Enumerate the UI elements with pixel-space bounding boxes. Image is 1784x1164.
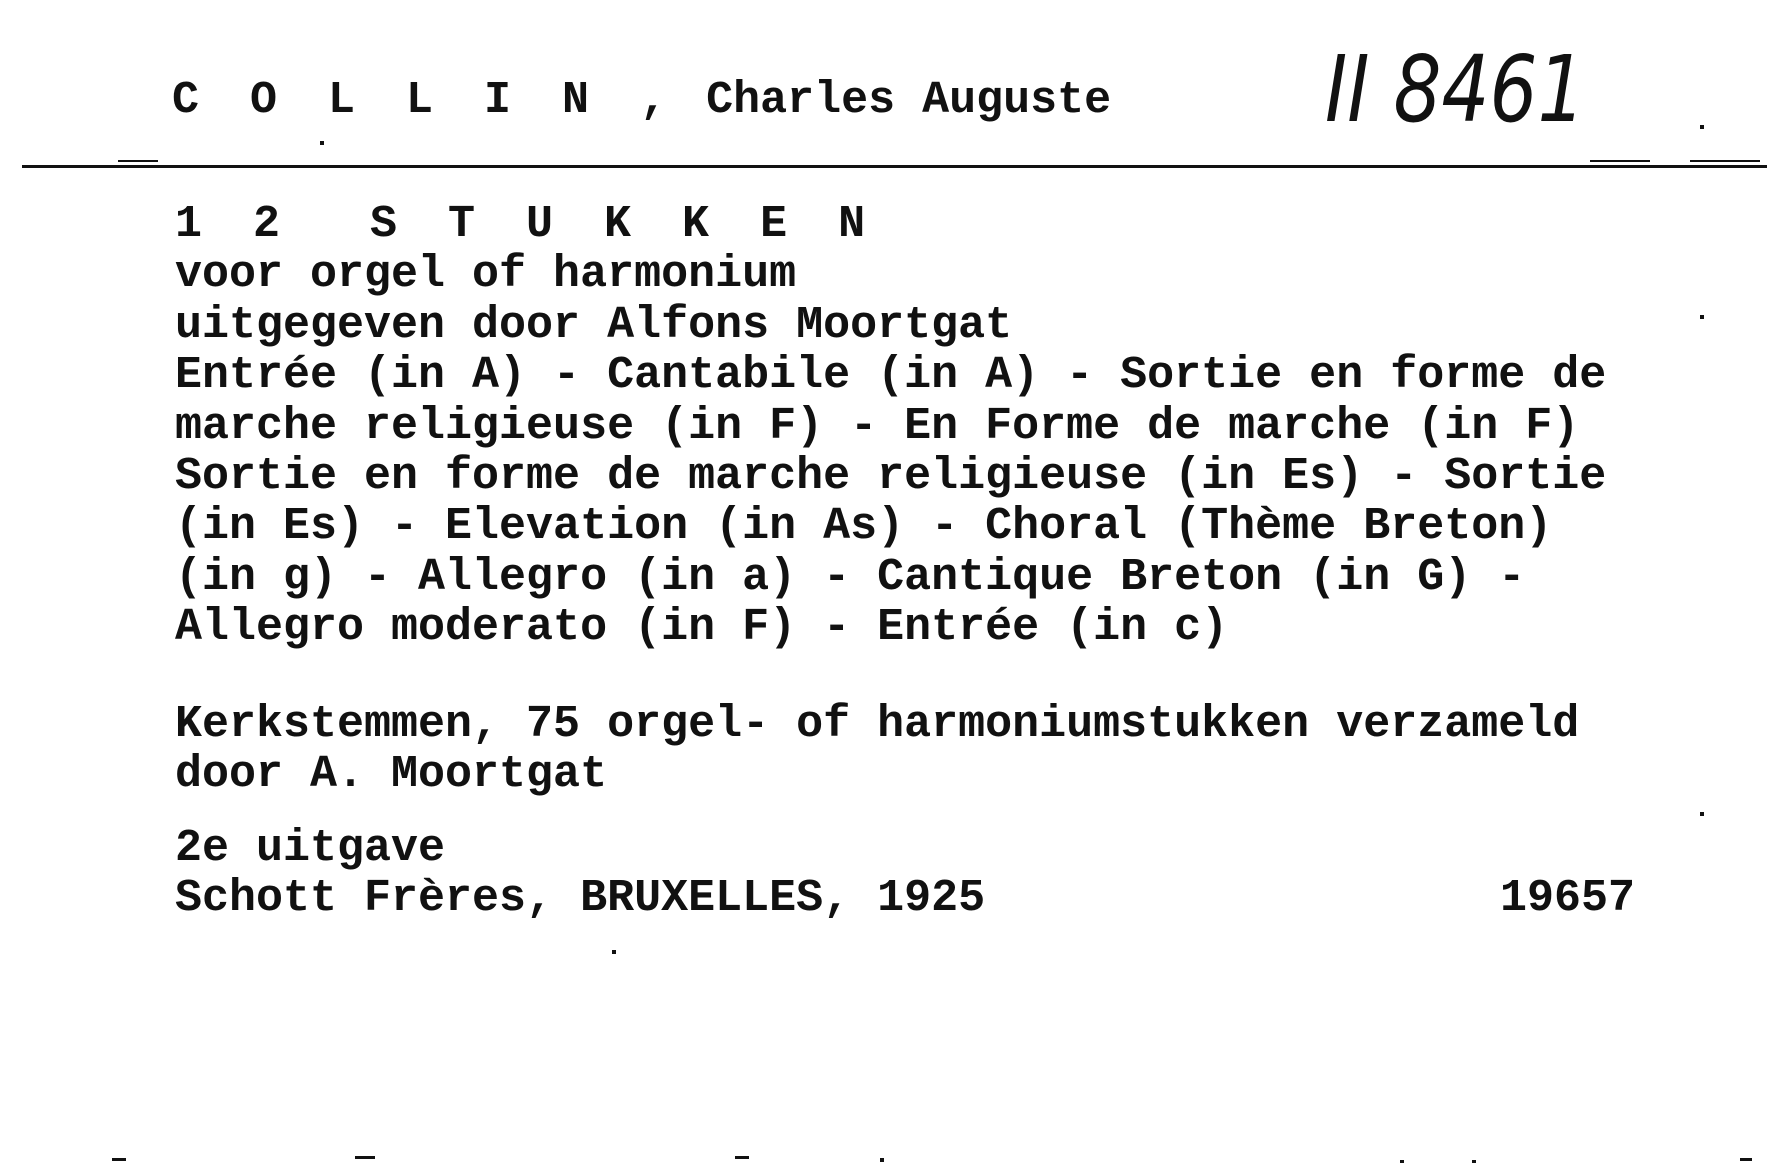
header-rule [22,165,1767,168]
series-line: door A. Moortgat [175,749,608,801]
scan-speck [1700,125,1704,129]
scan-speck [1400,1160,1404,1163]
description-line: Sortie en forme de marche religieuse (in Es) - Sortie [175,451,1607,503]
description-line: (in g) - Allegro (in a) - Cantique Breton (in G) - [175,551,1526,603]
imprint-statement: Schott Frères, BRUXELLES, 1925 [175,873,986,925]
series-line: Kerkstemmen, 75 orgel- of harmoniumstukken verzameld [175,699,1580,750]
scan-speck [112,1158,126,1161]
scan-speck [1472,1160,1476,1163]
scan-speck [1740,1158,1752,1161]
scan-speck [735,1156,749,1159]
description-line: (in Es) - Elevation (in As) - Choral (Thème Breton) [175,501,1553,553]
handwritten-shelfmark: II 8461 [1325,36,1586,143]
imprint-block [175,824,985,925]
scan-speck [612,950,616,954]
description-line: uitgegeven door Alfons Moortgat [175,299,1013,351]
description-line: voor orgel of harmonium [175,249,797,301]
description-line: marche religieuse (in F) - En Forme de marche (in F) [175,400,1580,452]
series-block [175,700,1579,801]
title-block [175,200,1606,654]
catalog-number: 19657 [1500,873,1636,924]
rule-dash [1590,160,1650,162]
author-surname: C O L L I N , [172,75,680,126]
author-given-name: Charles Auguste [706,75,1112,126]
scan-speck [1700,315,1704,319]
scan-speck [880,1158,884,1162]
description-line: Allegro moderato (in F) - Entrée (in c) [175,602,1229,654]
scan-speck [1700,812,1704,816]
scan-speck [320,141,324,145]
author-heading [172,76,1111,126]
rule-dash [1690,160,1760,162]
scan-speck [355,1156,375,1159]
work-title: 1 2 S T U K K E N [175,199,878,250]
edition-statement: 2e uitgave [175,823,446,874]
rule-dash [118,160,158,162]
description-line: Entrée (in A) - Cantabile (in A) - Sortie en forme de [175,350,1607,402]
